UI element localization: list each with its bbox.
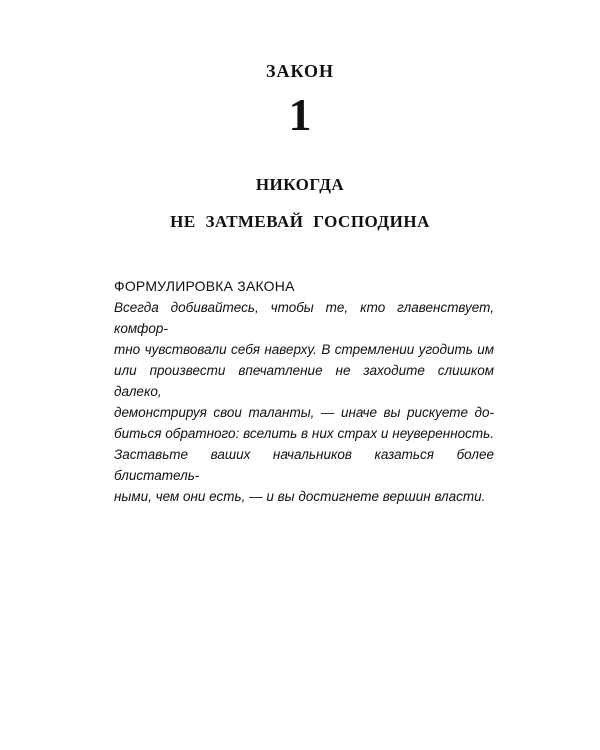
statement-line: Всегда добивайтесь, чтобы те, кто главенствует, комфор- — [114, 300, 494, 336]
law-statement — [114, 277, 494, 507]
law-number: 1 — [288, 89, 312, 140]
law-title-line-1: НИКОГДА — [255, 175, 345, 194]
statement-line: тно чувствовали себя наверху. В стремлении угодить им — [114, 342, 494, 357]
statement-line: биться обратного: вселить в них страх и неуверенность. — [114, 426, 494, 441]
statement-line: ными, чем они есть, — и вы достигнете вершин власти. — [114, 489, 486, 504]
statement-heading: ФОРМУЛИРОВКА ЗАКОНА — [114, 278, 295, 294]
law-title-line-2: НЕ ЗАТМЕВАЙ ГОСПОДИНА — [170, 212, 430, 231]
statement-line: Заставьте ваших начальников казаться более блистатель- — [114, 447, 494, 483]
statement-line: или произвести впечатление не заходите слишком далеко, — [114, 363, 494, 399]
statement-line: демонстрируя свои таланты, — иначе вы рискуете до- — [114, 405, 494, 420]
law-label: ЗАКОН — [265, 61, 335, 81]
